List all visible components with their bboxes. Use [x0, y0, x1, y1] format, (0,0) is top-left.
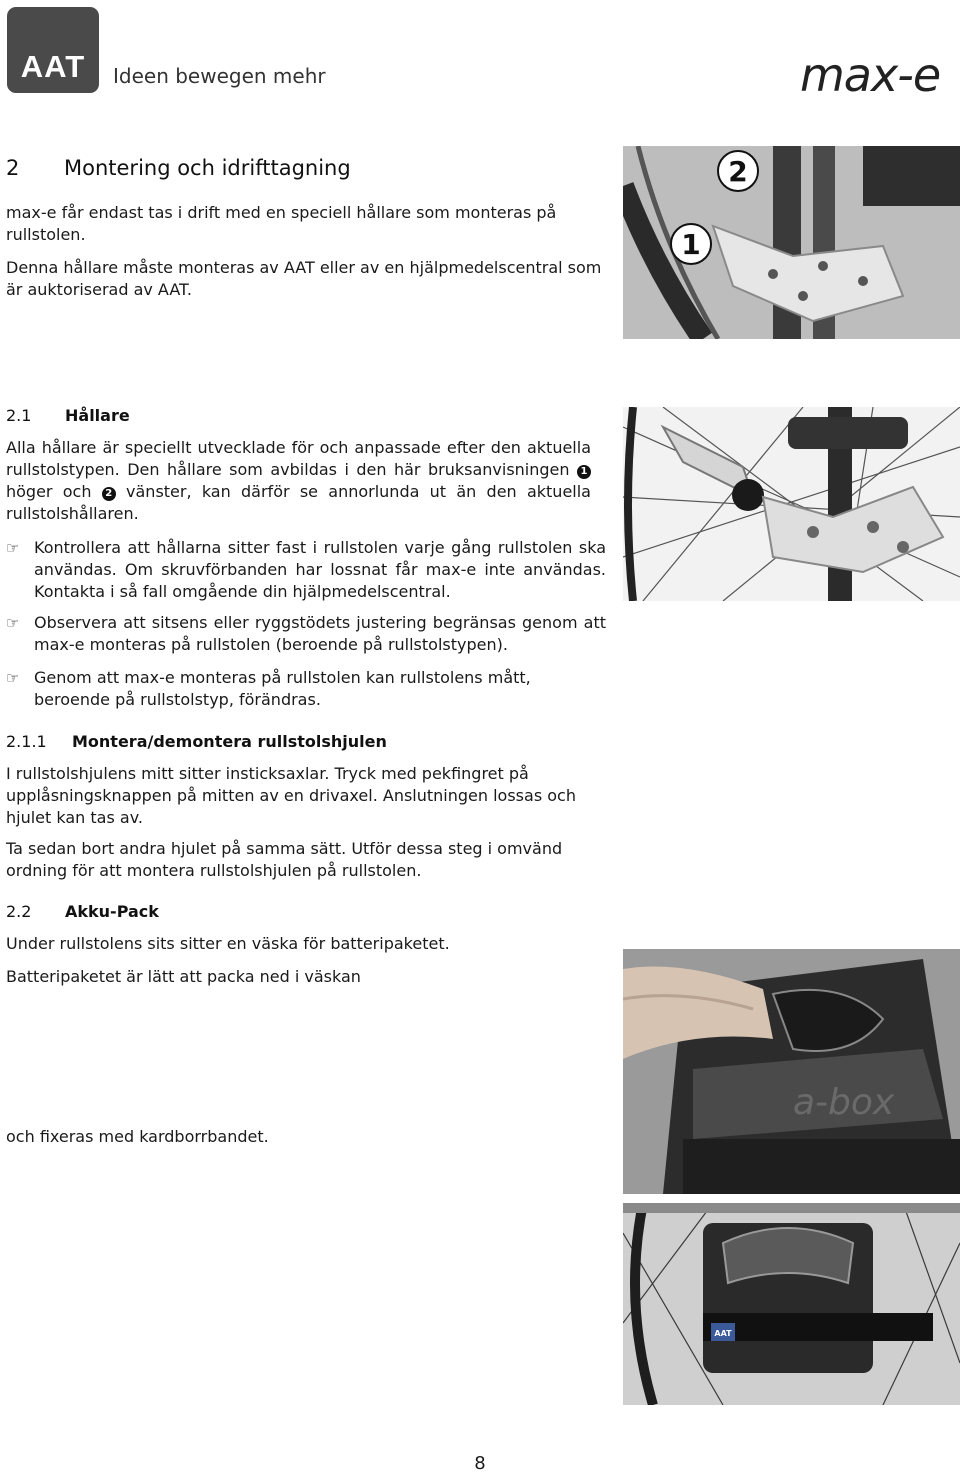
note-text: Observera att sitsens eller ryggstödets justering begränsas genom att max-e monteras på rullstolen (beroende på rullstolstypen).	[34, 613, 606, 654]
section-2-2-para-2: Batteripaketet är lätt att packa ned i väskan	[6, 967, 361, 986]
bag-logo: AAT	[714, 1329, 732, 1338]
pointing-hand-icon: ☞	[6, 669, 20, 687]
section-number: 2.2	[6, 902, 32, 921]
section-title: Montera/demontera rullstolshjulen	[72, 732, 387, 751]
page-number: 8	[474, 1453, 486, 1474]
section-title: Montering och idrifttagning	[64, 156, 351, 180]
section-number: 2.1	[6, 406, 32, 425]
battery-pack-photo	[623, 949, 960, 1194]
aat-logo	[7, 7, 99, 93]
battery-label: a-box	[793, 1082, 895, 1123]
para-text: vänster, kan därför se annorlunda ut än den aktuella rullstolshållaren.	[6, 482, 591, 523]
aat-logo-text: AAT	[20, 49, 86, 84]
section-2-1-para	[6, 437, 591, 525]
section-number: 2	[6, 156, 20, 180]
para-text: höger och	[6, 482, 92, 501]
holder-photo	[623, 146, 960, 339]
note-text: Genom att max-e monteras på rullstolen kan rullstolens mått, beroende på rullstolstyp, förändras.	[34, 668, 531, 709]
holder-closeup-illustration	[623, 407, 960, 601]
battery-bag-photo	[623, 1203, 960, 1405]
pointing-hand-icon: ☞	[6, 539, 20, 557]
section-2-para-2: Denna hållare måste monteras av AAT eller av en hjälpmedelscentral som är auktoriserad av AAT.	[6, 258, 602, 299]
holder-closeup-photo	[623, 407, 960, 601]
section-number: 2.1.1	[6, 732, 47, 751]
section-2-para-1: max-e får endast tas i drift med en speciell hållare som monteras på rullstolen.	[6, 203, 557, 244]
product-logo: max-e	[800, 48, 941, 102]
section-2-2-para-1: Under rullstolens sits sitter en väska för batteripaketet.	[6, 934, 450, 953]
header-tagline: Ideen bewegen mehr	[113, 64, 326, 88]
section-title: Hållare	[65, 406, 130, 425]
photo-label-1: 1	[681, 228, 701, 261]
section-2-2-heading	[6, 902, 406, 924]
holder-photo-illustration	[623, 146, 960, 339]
note-text: Kontrollera att hållarna sitter fast i rullstolen varje gång rullstolen ska användas. Om skruvförbanden har lossnat får max-e inte användas. Kontakta i så fall omgående din hjälpmedelscentral.	[34, 538, 606, 601]
marker-2: 2	[102, 487, 116, 501]
section-2-1-heading	[6, 406, 406, 428]
section-2-1-1-para-1: I rullstolshjulens mitt sitter insticksaxlar. Tryck med pekfingret på upplåsningsknappen på mitten av en drivaxel. Anslutningen lossas och hjulet kan tas av.	[6, 764, 576, 827]
marker-1: 1	[577, 465, 591, 479]
section-title: Akku-Pack	[65, 902, 159, 921]
section-2-2-para-3: och fixeras med kardborrbandet.	[6, 1127, 269, 1146]
para-text: Alla hållare är speciellt utvecklade för och anpassade efter den aktuella rullstolstypen. Den hållare som avbildas i den här bruksanvisningen	[6, 438, 591, 479]
battery-bag-illustration	[623, 1203, 960, 1405]
pointing-hand-icon: ☞	[6, 614, 20, 632]
section-2-1-1-heading	[6, 732, 506, 754]
section-2-heading	[6, 156, 566, 182]
section-2-1-1-para-2: Ta sedan bort andra hjulet på samma sätt. Utför dessa steg i omvänd ordning för att montera rullstolshjulen på rullstolen.	[6, 839, 563, 880]
battery-pack-illustration	[623, 949, 960, 1194]
photo-label-2: 2	[728, 155, 748, 188]
